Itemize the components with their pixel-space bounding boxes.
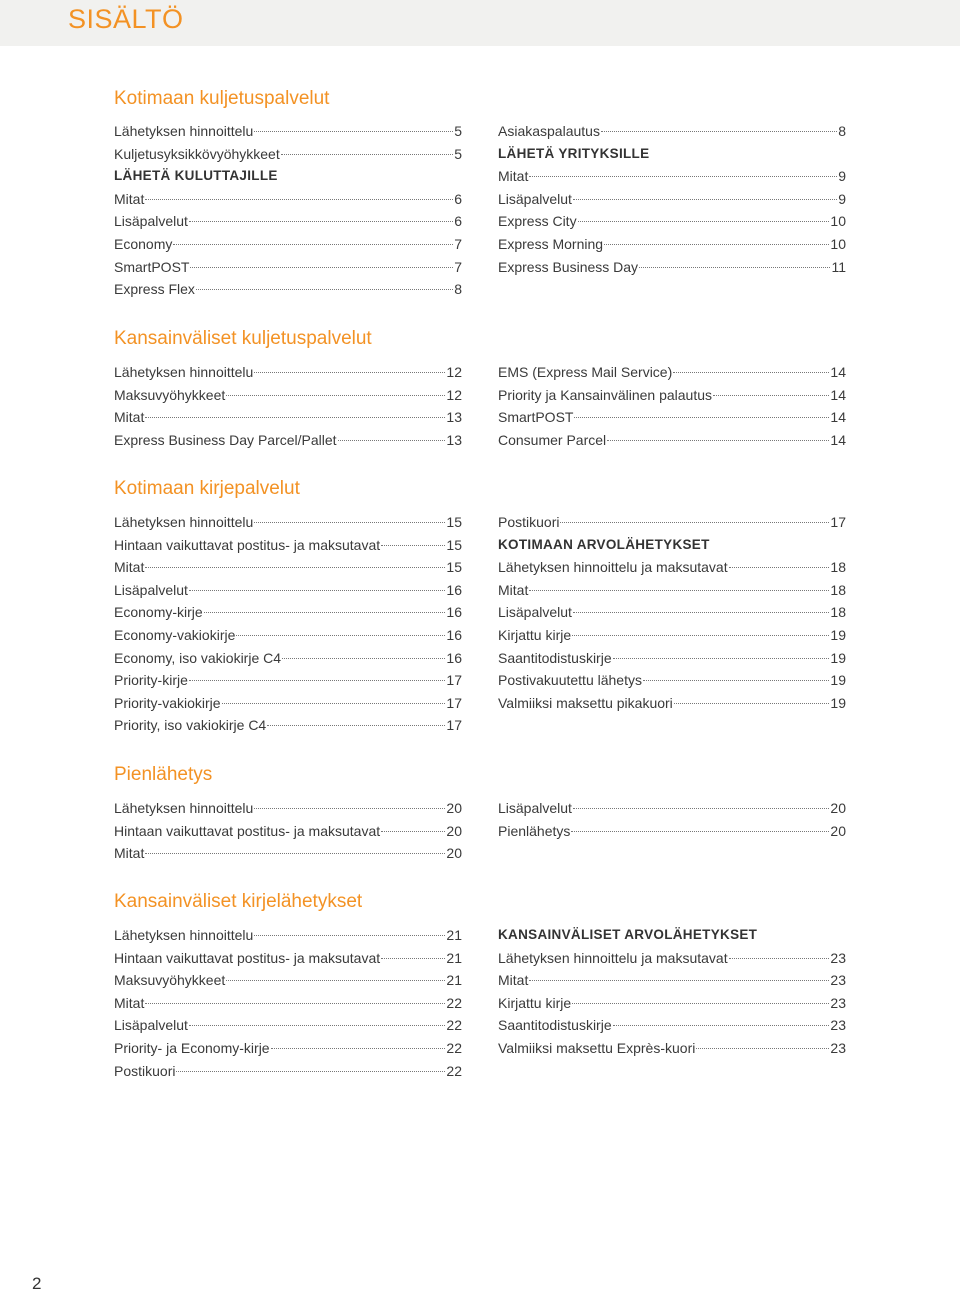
toc-entry-label: Kirjattu kirje <box>498 994 572 1011</box>
dot-leader <box>572 1003 829 1004</box>
dot-leader <box>271 1048 446 1049</box>
toc-entry[interactable] <box>114 1037 462 1060</box>
toc-entry[interactable] <box>114 120 462 143</box>
toc-entry[interactable] <box>114 624 462 647</box>
toc-entry-page: 18 <box>830 559 846 576</box>
dot-leader <box>613 658 830 659</box>
dot-leader <box>196 289 453 290</box>
toc-entry-page: 20 <box>830 822 846 839</box>
toc-column-right <box>498 120 846 278</box>
toc-entry-page: 14 <box>830 386 846 403</box>
toc-entry-label: Hintaan vaikuttavat postitus- ja maksutavat <box>114 822 381 839</box>
dot-leader <box>713 395 829 396</box>
toc-entry-page: 18 <box>830 581 846 598</box>
dot-leader <box>226 395 445 396</box>
toc-entry[interactable] <box>498 820 846 843</box>
dot-leader <box>145 199 453 200</box>
toc-entry-page: 10 <box>830 235 846 252</box>
toc-entry-page: 5 <box>454 145 462 162</box>
toc-entry-page: 19 <box>830 626 846 643</box>
section-heading: Pienlähetys <box>114 764 213 785</box>
toc-entry-page: 14 <box>830 409 846 426</box>
toc-entry-page: 12 <box>446 386 462 403</box>
dot-leader <box>173 244 453 245</box>
dot-leader <box>254 372 445 373</box>
toc-entry[interactable] <box>498 361 846 384</box>
toc-entry-page: 16 <box>446 604 462 621</box>
toc-entry-label: Lisäpalvelut <box>114 1017 188 1034</box>
toc-entry-page: 23 <box>830 1017 846 1034</box>
toc-entry-page: 19 <box>830 694 846 711</box>
toc-entry-label: Express Business Day <box>498 258 639 275</box>
dot-leader <box>639 267 830 268</box>
toc-entry-label: Lisäpalvelut <box>498 190 572 207</box>
title-bar <box>0 0 960 46</box>
dot-leader <box>573 612 829 613</box>
toc-entry-label: Mitat <box>114 190 145 207</box>
dot-leader <box>281 154 453 155</box>
toc-entry[interactable] <box>498 1014 846 1037</box>
toc-entry-label: Mitat <box>498 581 529 598</box>
toc-entry[interactable] <box>114 384 462 407</box>
toc-column-right <box>498 797 846 842</box>
dot-leader <box>674 703 830 704</box>
section-heading: Kansainväliset kirjelähetykset <box>114 891 363 912</box>
section-heading: Kansainväliset kuljetuspalvelut <box>114 328 372 349</box>
dot-leader <box>604 244 829 245</box>
dot-leader <box>254 522 445 523</box>
toc-entry-page: 21 <box>446 949 462 966</box>
toc-entry[interactable] <box>114 556 462 579</box>
toc-entry[interactable] <box>498 511 846 534</box>
toc-entry-label: Priority- ja Economy-kirje <box>114 1039 270 1056</box>
dot-leader <box>204 612 446 613</box>
toc-entry[interactable] <box>498 165 846 188</box>
dot-leader <box>673 372 829 373</box>
toc-entry-page: 6 <box>454 213 462 230</box>
toc-entry-label: Postikuori <box>114 1062 176 1079</box>
toc-entry-page: 23 <box>830 1039 846 1056</box>
dot-leader <box>282 658 445 659</box>
toc-entry-page: 17 <box>446 672 462 689</box>
toc-entry-page: 13 <box>446 431 462 448</box>
toc-entry-page: 7 <box>454 235 462 252</box>
section-heading: Kotimaan kirjepalvelut <box>114 478 300 499</box>
toc-entry[interactable] <box>114 361 462 384</box>
toc-entry[interactable] <box>114 842 462 865</box>
dot-leader <box>573 199 837 200</box>
toc-entry[interactable] <box>498 120 846 143</box>
toc-entry-page: 13 <box>446 409 462 426</box>
toc-entry-page: 11 <box>831 258 846 275</box>
dot-leader <box>529 980 829 981</box>
toc-entry-page: 20 <box>446 822 462 839</box>
toc-entry[interactable] <box>114 256 462 279</box>
toc-entry[interactable] <box>498 797 846 820</box>
dot-leader <box>574 417 829 418</box>
toc-entry-label: Priority-vakiokirje <box>114 694 221 711</box>
toc-entry-label: Pienlähetys <box>498 822 571 839</box>
toc-entry-label: Express City <box>498 213 577 230</box>
toc-entry-page: 22 <box>446 1017 462 1034</box>
toc-entry[interactable] <box>498 210 846 233</box>
toc-entry-page: 19 <box>830 649 846 666</box>
toc-entry[interactable] <box>114 534 462 557</box>
toc-entry-page: 15 <box>446 514 462 530</box>
toc-entry[interactable] <box>114 233 462 256</box>
toc-entry[interactable] <box>114 797 462 820</box>
toc-entry[interactable] <box>498 647 846 670</box>
dot-leader <box>381 545 445 546</box>
toc-entry-label: Economy-kirje <box>114 604 203 621</box>
toc-entry[interactable] <box>114 692 462 715</box>
toc-entry-label: Express Business Day Parcel/Pallet <box>114 431 337 448</box>
toc-entry-label: Hintaan vaikuttavat postitus- ja maksutavat <box>114 949 381 966</box>
toc-entry-label: Economy <box>114 235 173 252</box>
dot-leader <box>189 590 445 591</box>
toc-entry-page: 16 <box>446 649 462 666</box>
dot-leader <box>267 725 445 726</box>
toc-entry[interactable] <box>114 992 462 1015</box>
toc-column-left <box>114 511 462 737</box>
dot-leader <box>573 808 829 809</box>
dot-leader <box>338 440 446 441</box>
toc-column-right <box>498 924 846 1060</box>
toc-column-left <box>114 120 462 301</box>
dot-leader <box>571 831 829 832</box>
toc-entry-label: Lähetyksen hinnoittelu <box>114 800 254 816</box>
dot-leader <box>560 522 829 523</box>
toc-entry[interactable] <box>498 992 846 1015</box>
toc-entry-page: 20 <box>446 845 462 862</box>
toc-entry-page: 7 <box>454 258 462 275</box>
toc-entry-page: 21 <box>446 927 462 943</box>
toc-entry[interactable] <box>114 278 462 301</box>
toc-entry-label: Lähetyksen hinnoittelu <box>114 927 254 943</box>
toc-entry-label: Lisäpalvelut <box>498 800 572 816</box>
toc-entry-page: 12 <box>446 364 462 380</box>
dot-leader <box>226 980 445 981</box>
dot-leader <box>729 958 830 959</box>
toc-entry[interactable] <box>114 714 462 737</box>
toc-entry-label: Priority ja Kansainvälinen palautus <box>498 386 713 403</box>
toc-entry-label: Kirjattu kirje <box>498 626 572 643</box>
toc-entry[interactable] <box>114 647 462 670</box>
toc-entry[interactable] <box>114 669 462 692</box>
toc-subheading: KOTIMAAN ARVOLÄHETYKSET <box>498 536 710 552</box>
toc-entry-page: 14 <box>830 431 846 448</box>
toc-entry-label: Saantitodistuskirje <box>498 649 612 666</box>
toc-entry-page: 23 <box>830 994 846 1011</box>
toc-entry[interactable] <box>498 406 846 429</box>
dot-leader <box>145 853 445 854</box>
dot-leader <box>189 1025 445 1026</box>
toc-entry-label: Maksuvyöhykkeet <box>114 972 226 989</box>
toc-column-left <box>114 924 462 1082</box>
toc-entry-page: 5 <box>454 123 462 139</box>
dot-leader <box>254 935 445 936</box>
toc-entry[interactable] <box>114 947 462 970</box>
toc-entry-page: 15 <box>446 536 462 553</box>
dot-leader <box>529 590 829 591</box>
dot-leader <box>381 958 445 959</box>
toc-entry[interactable] <box>498 947 846 970</box>
toc-entry-page: 22 <box>446 1062 462 1079</box>
toc-subheading: LÄHETÄ YRITYKSILLE <box>498 145 650 161</box>
dot-leader <box>729 567 830 568</box>
toc-entry[interactable] <box>114 1014 462 1037</box>
toc-entry[interactable] <box>114 511 462 534</box>
toc-entry[interactable] <box>114 210 462 233</box>
toc-entry-page: 19 <box>830 672 846 689</box>
toc-entry[interactable] <box>498 692 846 715</box>
toc-entry[interactable] <box>498 556 846 579</box>
toc-entry[interactable] <box>498 233 846 256</box>
toc-entry-label: Saantitodistuskirje <box>498 1017 612 1034</box>
toc-entry-label: Lähetyksen hinnoittelu <box>114 364 254 380</box>
toc-entry-label: Priority-kirje <box>114 672 188 689</box>
toc-entry-page: 15 <box>446 559 462 576</box>
toc-entry[interactable] <box>114 820 462 843</box>
toc-entry[interactable] <box>498 384 846 407</box>
toc-entry[interactable] <box>114 924 462 947</box>
dot-leader <box>601 131 837 132</box>
dot-leader <box>176 1071 445 1072</box>
toc-entry-label: Lähetyksen hinnoittelu <box>114 514 254 530</box>
toc-entry-page: 22 <box>446 1039 462 1056</box>
toc-entry-label: Maksuvyöhykkeet <box>114 386 226 403</box>
toc-entry[interactable] <box>114 143 462 166</box>
toc-entry-label: Mitat <box>498 972 529 989</box>
toc-entry-label: Hintaan vaikuttavat postitus- ja maksutavat <box>114 536 381 553</box>
dot-leader <box>145 567 445 568</box>
toc-entry[interactable] <box>498 188 846 211</box>
toc-entry-page: 20 <box>446 800 462 816</box>
toc-entry-page: 9 <box>838 168 846 185</box>
toc-entry-label: Lisäpalvelut <box>114 581 188 598</box>
toc-entry-label: SmartPOST <box>114 258 190 275</box>
toc-entry-label: Asiakaspalautus <box>498 123 600 139</box>
toc-entry[interactable] <box>114 406 462 429</box>
toc-entry-label: SmartPOST <box>498 409 574 426</box>
dot-leader <box>572 635 829 636</box>
toc-entry-page: 9 <box>838 190 846 207</box>
toc-entry-label: Express Flex <box>114 281 195 298</box>
dot-leader <box>613 1025 830 1026</box>
page-title: SISÄLTÖ <box>68 4 184 34</box>
section-heading: Kotimaan kuljetuspalvelut <box>114 88 330 109</box>
toc-entry-page: 22 <box>446 994 462 1011</box>
toc-entry-page: 17 <box>830 514 846 530</box>
toc-entry-label: Lähetyksen hinnoittelu ja maksutavat <box>498 559 728 576</box>
toc-entry[interactable] <box>114 1060 462 1083</box>
toc-entry[interactable] <box>114 429 462 452</box>
toc-entry[interactable] <box>498 256 846 279</box>
toc-entry-label: Lisäpalvelut <box>498 604 572 621</box>
toc-entry-page: 23 <box>830 949 846 966</box>
toc-entry[interactable] <box>498 579 846 602</box>
toc-entry-page: 8 <box>454 281 462 298</box>
toc-entry-label: Kuljetusyksikkövyöhykkeet <box>114 145 280 162</box>
dot-leader <box>145 1003 445 1004</box>
toc-entry-page: 16 <box>446 581 462 598</box>
toc-entry-page: 23 <box>830 972 846 989</box>
toc-entry-label: Valmiiksi maksettu pikakuori <box>498 694 673 711</box>
toc-subheading: LÄHETÄ KULUTTAJILLE <box>114 168 278 184</box>
toc-entry-page: 14 <box>830 364 846 380</box>
toc-entry-label: Express Morning <box>498 235 604 252</box>
toc-subheading: KANSAINVÄLISET ARVOLÄHETYKSET <box>498 927 758 942</box>
dot-leader <box>189 680 446 681</box>
toc-entry-label: Mitat <box>114 409 145 426</box>
toc-entry[interactable] <box>498 1037 846 1060</box>
toc-entry-label: Postikuori <box>498 514 560 530</box>
toc-column-right <box>498 511 846 714</box>
toc-column-left <box>114 797 462 865</box>
toc-entry-page: 17 <box>446 694 462 711</box>
toc-entry-label: Mitat <box>114 845 145 862</box>
toc-column-right <box>498 361 846 451</box>
dot-leader <box>607 440 829 441</box>
dot-leader <box>381 831 445 832</box>
toc-entry-label: Mitat <box>498 168 529 185</box>
toc-entry-label: Priority, iso vakiokirje C4 <box>114 717 267 734</box>
dot-leader <box>643 680 829 681</box>
toc-entry-page: 6 <box>454 190 462 207</box>
toc-entry[interactable] <box>114 188 462 211</box>
toc-entry-page: 10 <box>830 213 846 230</box>
toc-entry-page: 18 <box>830 604 846 621</box>
dot-leader <box>222 703 446 704</box>
toc-entry[interactable] <box>114 601 462 624</box>
dot-leader <box>189 221 453 222</box>
toc-entry-label: Mitat <box>114 994 145 1011</box>
dot-leader <box>145 417 445 418</box>
toc-entry-label: Economy-vakiokirje <box>114 626 236 643</box>
toc-entry-page: 21 <box>446 972 462 989</box>
dot-leader <box>254 808 445 809</box>
toc-entry[interactable] <box>498 601 846 624</box>
toc-entry-label: Economy, iso vakiokirje C4 <box>114 649 282 666</box>
toc-entry-label: Valmiiksi maksettu Exprès-kuori <box>498 1039 696 1056</box>
dot-leader <box>529 176 837 177</box>
toc-column-left <box>114 361 462 451</box>
dot-leader <box>578 221 830 222</box>
dot-leader <box>190 267 453 268</box>
toc-entry-page: 8 <box>838 123 846 139</box>
toc-entry-page: 17 <box>446 717 462 734</box>
toc-entry[interactable] <box>498 669 846 692</box>
toc-entry[interactable] <box>114 579 462 602</box>
toc-entry[interactable] <box>498 429 846 452</box>
dot-leader <box>696 1048 829 1049</box>
toc-entry-label: Lähetyksen hinnoittelu ja maksutavat <box>498 949 728 966</box>
toc-entry-label: Lähetyksen hinnoittelu <box>114 123 254 139</box>
toc-entry-label: Postivakuutettu lähetys <box>498 672 642 689</box>
page-number: 2 <box>32 1274 42 1293</box>
toc-entry-label: Consumer Parcel <box>498 431 607 448</box>
dot-leader <box>236 635 445 636</box>
toc-entry-label: Mitat <box>114 559 145 576</box>
toc-entry-page: 16 <box>446 626 462 643</box>
toc-entry-label: EMS (Express Mail Service) <box>498 364 673 380</box>
toc-entry[interactable] <box>114 969 462 992</box>
toc-entry[interactable] <box>498 969 846 992</box>
toc-entry-label: Lisäpalvelut <box>114 213 188 230</box>
toc-entry-page: 20 <box>830 800 846 816</box>
dot-leader <box>254 131 453 132</box>
toc-entry[interactable] <box>498 624 846 647</box>
